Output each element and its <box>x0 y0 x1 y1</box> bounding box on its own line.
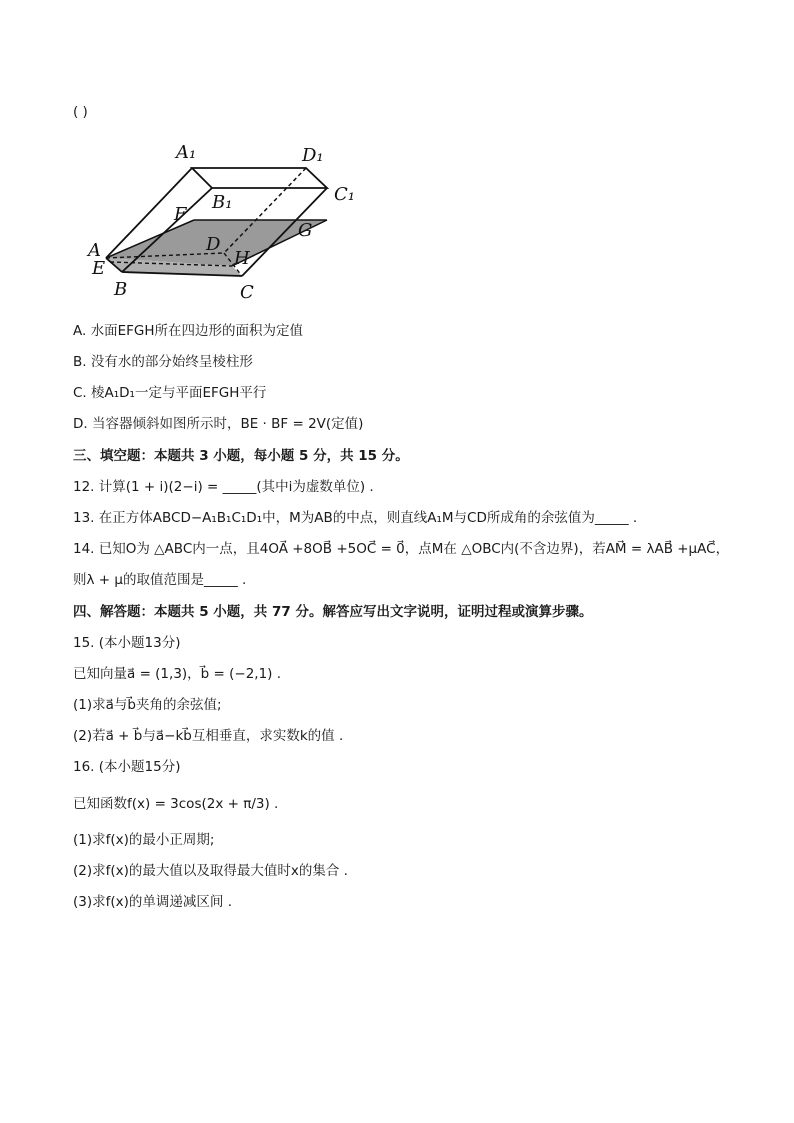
question-16-given: 已知函数f(x) = 3cos(2x + π/3) . <box>73 796 279 812</box>
question-16-part3: (3)求f(x)的单调递减区间 . <box>73 894 232 910</box>
label-b: B <box>114 279 128 300</box>
option-d: D. 当容器倾斜如图所示时，BE · BF = 2V(定值) <box>73 416 364 432</box>
question-16-part1: (1)求f(x)的最小正周期; <box>73 832 215 848</box>
question-15-part1: (1)求a⃗与b⃗夹角的余弦值; <box>73 697 222 713</box>
question-15-given: 已知向量a⃗ = (1,3)，b⃗ = (−2,1) . <box>73 666 282 682</box>
question-15-title: 15. (本小题13分) <box>73 635 181 651</box>
option-b: B. 没有水的部分始终呈棱柱形 <box>73 354 253 370</box>
question-13: 13. 在正方体ABCD−A₁B₁C₁D₁中，M为AB的中点，则直线A₁M与CD所成角的余弦值为_____ . <box>73 510 638 526</box>
question-16-part2: (2)求f(x)的最大值以及取得最大值时x的集合 . <box>73 863 348 879</box>
question-12: 12. 计算(1 + i)(2−i) = _____(其中i为虚数单位) . <box>73 479 374 495</box>
answer-paren: ( ) <box>73 104 88 120</box>
prism-figure <box>84 138 384 308</box>
label-c1: C₁ <box>334 184 355 205</box>
label-g: G <box>298 220 313 241</box>
question-14-line2: 则λ + μ的取值范围是_____ . <box>73 572 247 588</box>
question-16-title: 16. (本小题15分) <box>73 759 181 775</box>
label-h: H <box>234 248 250 269</box>
label-a: A <box>88 240 101 261</box>
question-15-part2: (2)若a⃗ + b⃗与a⃗−kb⃗互相垂直，求实数k的值 . <box>73 728 344 744</box>
question-14-line1: 14. 已知O为 △ABC内一点，且4OA⃗ +8OB⃗ +5OC⃗ = 0⃗，点M在 △OBC内(不含边界)，若AM⃗ = λAB⃗ +μAC⃗， <box>73 541 730 557</box>
option-c: C. 棱A₁D₁一定与平面EFGH平行 <box>73 385 267 401</box>
section4-header: 四、解答题：本题共 5 小题，共 77 分。解答应写出文字说明，证明过程或演算步骤。 <box>73 604 593 620</box>
label-d1: D₁ <box>302 145 324 166</box>
label-d: D <box>206 234 221 255</box>
section3-header: 三、填空题：本题共 3 小题，每小题 5 分，共 15 分。 <box>73 448 409 464</box>
top-face <box>192 168 327 188</box>
option-a: A. 水面EFGH所在四边形的面积为定值 <box>73 323 303 339</box>
label-b1: B₁ <box>212 192 233 213</box>
label-e: E <box>92 258 106 279</box>
label-a1: A₁ <box>176 142 197 163</box>
label-c: C <box>240 282 254 303</box>
label-f: F <box>174 204 187 225</box>
